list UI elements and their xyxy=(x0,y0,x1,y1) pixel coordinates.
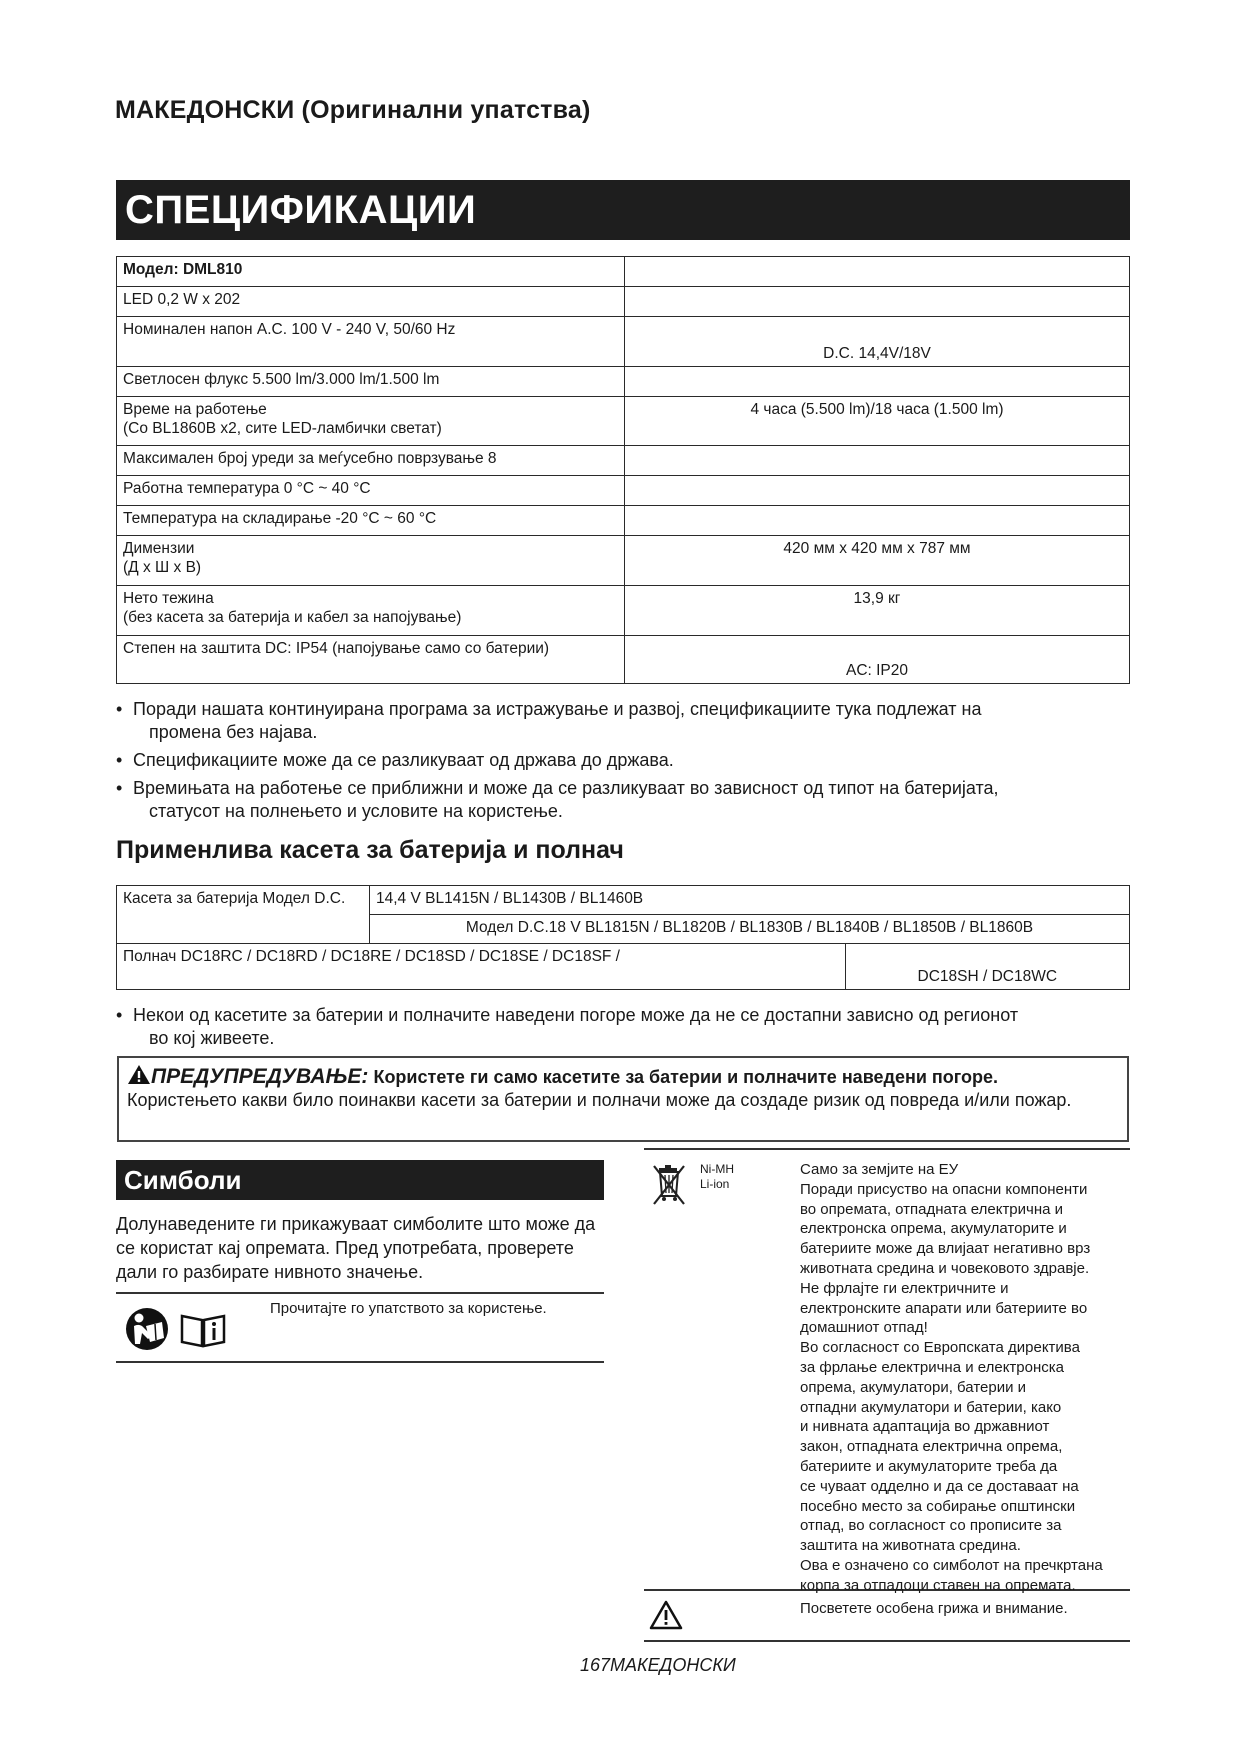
warning-label: ПРЕДУПРЕДУВАЊЕ: xyxy=(151,1065,369,1088)
eu-text-line: електронска опрема, акумулаторите и xyxy=(800,1220,1067,1238)
spec-value: 4 часа (5.500 lm)/18 часа (1.500 lm) xyxy=(625,397,1130,446)
battery-type-labels xyxy=(700,1162,734,1192)
divider xyxy=(644,1148,1130,1150)
spec-value: AC: IP20 xyxy=(625,636,1130,684)
spec-row xyxy=(117,636,1130,684)
spec-label: Максимален број уреди за меѓусебно поврзување 8 xyxy=(117,446,625,476)
crossed-out-bin-icon xyxy=(650,1162,690,1208)
eu-text-line: за фрлање електрична и електронска xyxy=(800,1358,1065,1376)
eu-text-line: отпад, во согласност со прописите за xyxy=(800,1517,1062,1535)
eu-text-line: и нивната адаптација во државниот xyxy=(800,1418,1050,1436)
list-item: • Некои од касетите за батерии и полначите наведени погоре може да не се достапни зависно од регионот во кој живеете. xyxy=(116,1005,1019,1048)
read-manual-icon xyxy=(124,1306,174,1352)
spec-label: Степен на заштита DC: IP54 (напојување само со батерии) xyxy=(117,636,625,684)
spec-label: Номинален напон A.C. 100 V - 240 V, 50/60 Hz xyxy=(117,317,625,367)
eu-text-line: Поради присуство на опасни компоненти xyxy=(800,1180,1088,1198)
spec-label: Димензии (Д x Ш x В) xyxy=(117,536,625,586)
eu-text-line: во опремата, отпадната електрична и xyxy=(800,1200,1064,1218)
specifications-table xyxy=(116,256,1130,684)
spec-value: 420 мм x 420 мм x 787 мм xyxy=(625,536,1130,586)
eu-text-line: домашниот отпад! xyxy=(800,1319,928,1337)
eu-text-line: заштита на животната средина. xyxy=(800,1537,1021,1555)
list-item: • Поради нашата континуирана програма за истражување и развој, спецификациите тука подлежат на промена без најава. xyxy=(116,699,982,742)
spec-row xyxy=(117,586,1130,636)
eu-text-line: Само за земјите на ЕУ xyxy=(800,1161,959,1178)
eu-text-line: електронските апарати или батериите во xyxy=(800,1299,1088,1317)
spec-value: D.C. 14,4V/18V xyxy=(625,317,1130,367)
divider xyxy=(116,1361,604,1363)
spec-row xyxy=(117,257,1130,287)
warning-body: Користењето какви било поинакви касети за батерии и полначи може да создаде ризик од повреда и/или пожар. xyxy=(127,1090,1072,1110)
eu-text-line: батериите може да влијаат негативно врз xyxy=(800,1240,1091,1258)
spec-label: Температура на складирање -20 °C ~ 60 °C xyxy=(117,506,625,536)
nimh-label: Ni-MH xyxy=(700,1162,734,1176)
manual-book-icon xyxy=(180,1312,226,1348)
spec-row xyxy=(117,506,1130,536)
spec-row xyxy=(117,317,1130,367)
spec-value xyxy=(625,476,1130,506)
charger-models: Полнач DC18RC / DC18RD / DC18RE / DC18SD / DC18SE / DC18SF / xyxy=(117,944,846,990)
eu-text-line: Не фрлајте ги електричните и xyxy=(800,1279,1009,1297)
eu-text-line: батериите и акумулаторите треба да xyxy=(800,1457,1058,1475)
divider xyxy=(644,1640,1130,1642)
table-row xyxy=(117,944,1130,990)
read-manual-text: Прочитајте го упатството за користење. xyxy=(270,1300,547,1317)
spec-value xyxy=(625,257,1130,287)
spec-label: Време на работење (Со BL1860B x2, сите LED-ламбички светат) xyxy=(117,397,625,446)
spec-label: Работна температура 0 °C ~ 40 °C xyxy=(117,476,625,506)
caution-triangle-icon xyxy=(649,1600,683,1630)
warning-triangle-icon xyxy=(127,1064,151,1085)
spec-value xyxy=(625,367,1130,397)
eu-text-line: закон, отпадната електрична опрема, xyxy=(800,1438,1063,1456)
spec-row xyxy=(117,476,1130,506)
divider xyxy=(116,1292,604,1294)
spec-value xyxy=(625,446,1130,476)
list-item: • Спецификациите може да се разликуваат од држава до држава. xyxy=(116,750,674,770)
caution-text: Посветете особена грижа и внимание. xyxy=(800,1600,1068,1617)
eu-text-line: животната средина и човековото здравје. xyxy=(800,1259,1090,1277)
eu-text-line: корпа за отпадоци ставен на опремата. xyxy=(800,1576,1076,1594)
battery-model-label: Касета за батерија Модел D.C. xyxy=(117,886,370,944)
warning-bold-text: Користете ги само касетите за батерии и полначите наведени погоре. xyxy=(373,1067,999,1087)
list-item: • Времињата на работење се приближни и може да се разликуваат во зависност од типот на батеријата, статусот на полнењето и условите на користење. xyxy=(116,778,999,821)
spec-label: Светлосен флукс 5.500 lm/3.000 lm/1.500 lm xyxy=(117,367,625,397)
eu-text-line: посебно место за собирање општински xyxy=(800,1497,1076,1515)
battery-14v-models: 14,4 V BL1415N / BL1430B / BL1460B xyxy=(370,886,1130,915)
specifications-heading: СПЕЦИФИКАЦИИ xyxy=(116,180,1130,240)
spec-label: Нето тежина (без касета за батерија и кабел за напојување) xyxy=(117,586,625,636)
warning-box xyxy=(117,1056,1129,1142)
battery-charger-heading: Применлива касета за батерија и полнач xyxy=(116,836,624,864)
spec-row xyxy=(117,367,1130,397)
spec-value: 13,9 кг xyxy=(625,586,1130,636)
spec-row xyxy=(117,287,1130,317)
symbols-heading: Симболи xyxy=(116,1160,604,1200)
spec-value xyxy=(625,506,1130,536)
eu-text-line: отпадни акумулатори и батерии, како xyxy=(800,1398,1062,1416)
eu-text-line: Во согласност со Европската директива xyxy=(800,1339,1080,1357)
spec-notes xyxy=(116,698,1116,828)
table-row xyxy=(117,886,1130,915)
eu-text-line: Ова е означено со симболот на пречкртана xyxy=(800,1556,1103,1574)
eu-text-line: опрема, акумулатори, батерии и xyxy=(800,1378,1027,1396)
charger-models-cont: DC18SH / DC18WC xyxy=(845,944,1129,990)
liion-label: Li-ion xyxy=(700,1177,730,1191)
battery-note xyxy=(116,1004,1116,1055)
eu-text-line: се чуваат одделно и да се доставаат на xyxy=(800,1477,1079,1495)
spec-value xyxy=(625,287,1130,317)
battery-table xyxy=(116,885,1130,990)
spec-label: Модел: DML810 xyxy=(117,257,625,287)
spec-row xyxy=(117,446,1130,476)
battery-18v-models: Модел D.C.18 V BL1815N / BL1820B / BL1830B / BL1840B / BL1850B / BL1860B xyxy=(370,915,1130,944)
spec-row xyxy=(117,397,1130,446)
spec-row xyxy=(117,536,1130,586)
language-title: МАКЕДОНСКИ (Оригинални упатства) xyxy=(115,96,591,124)
eu-disposal-text xyxy=(800,1160,1135,1596)
spec-label: LED 0,2 W x 202 xyxy=(117,287,625,317)
page-footer: 167МАКЕДОНСКИ xyxy=(580,1655,736,1675)
symbols-intro: Долунаведените ги прикажуваат симболите што може да се користат кај опремата. Пред употребата, проверете дали го разбирате нивното значење. xyxy=(116,1214,596,1282)
